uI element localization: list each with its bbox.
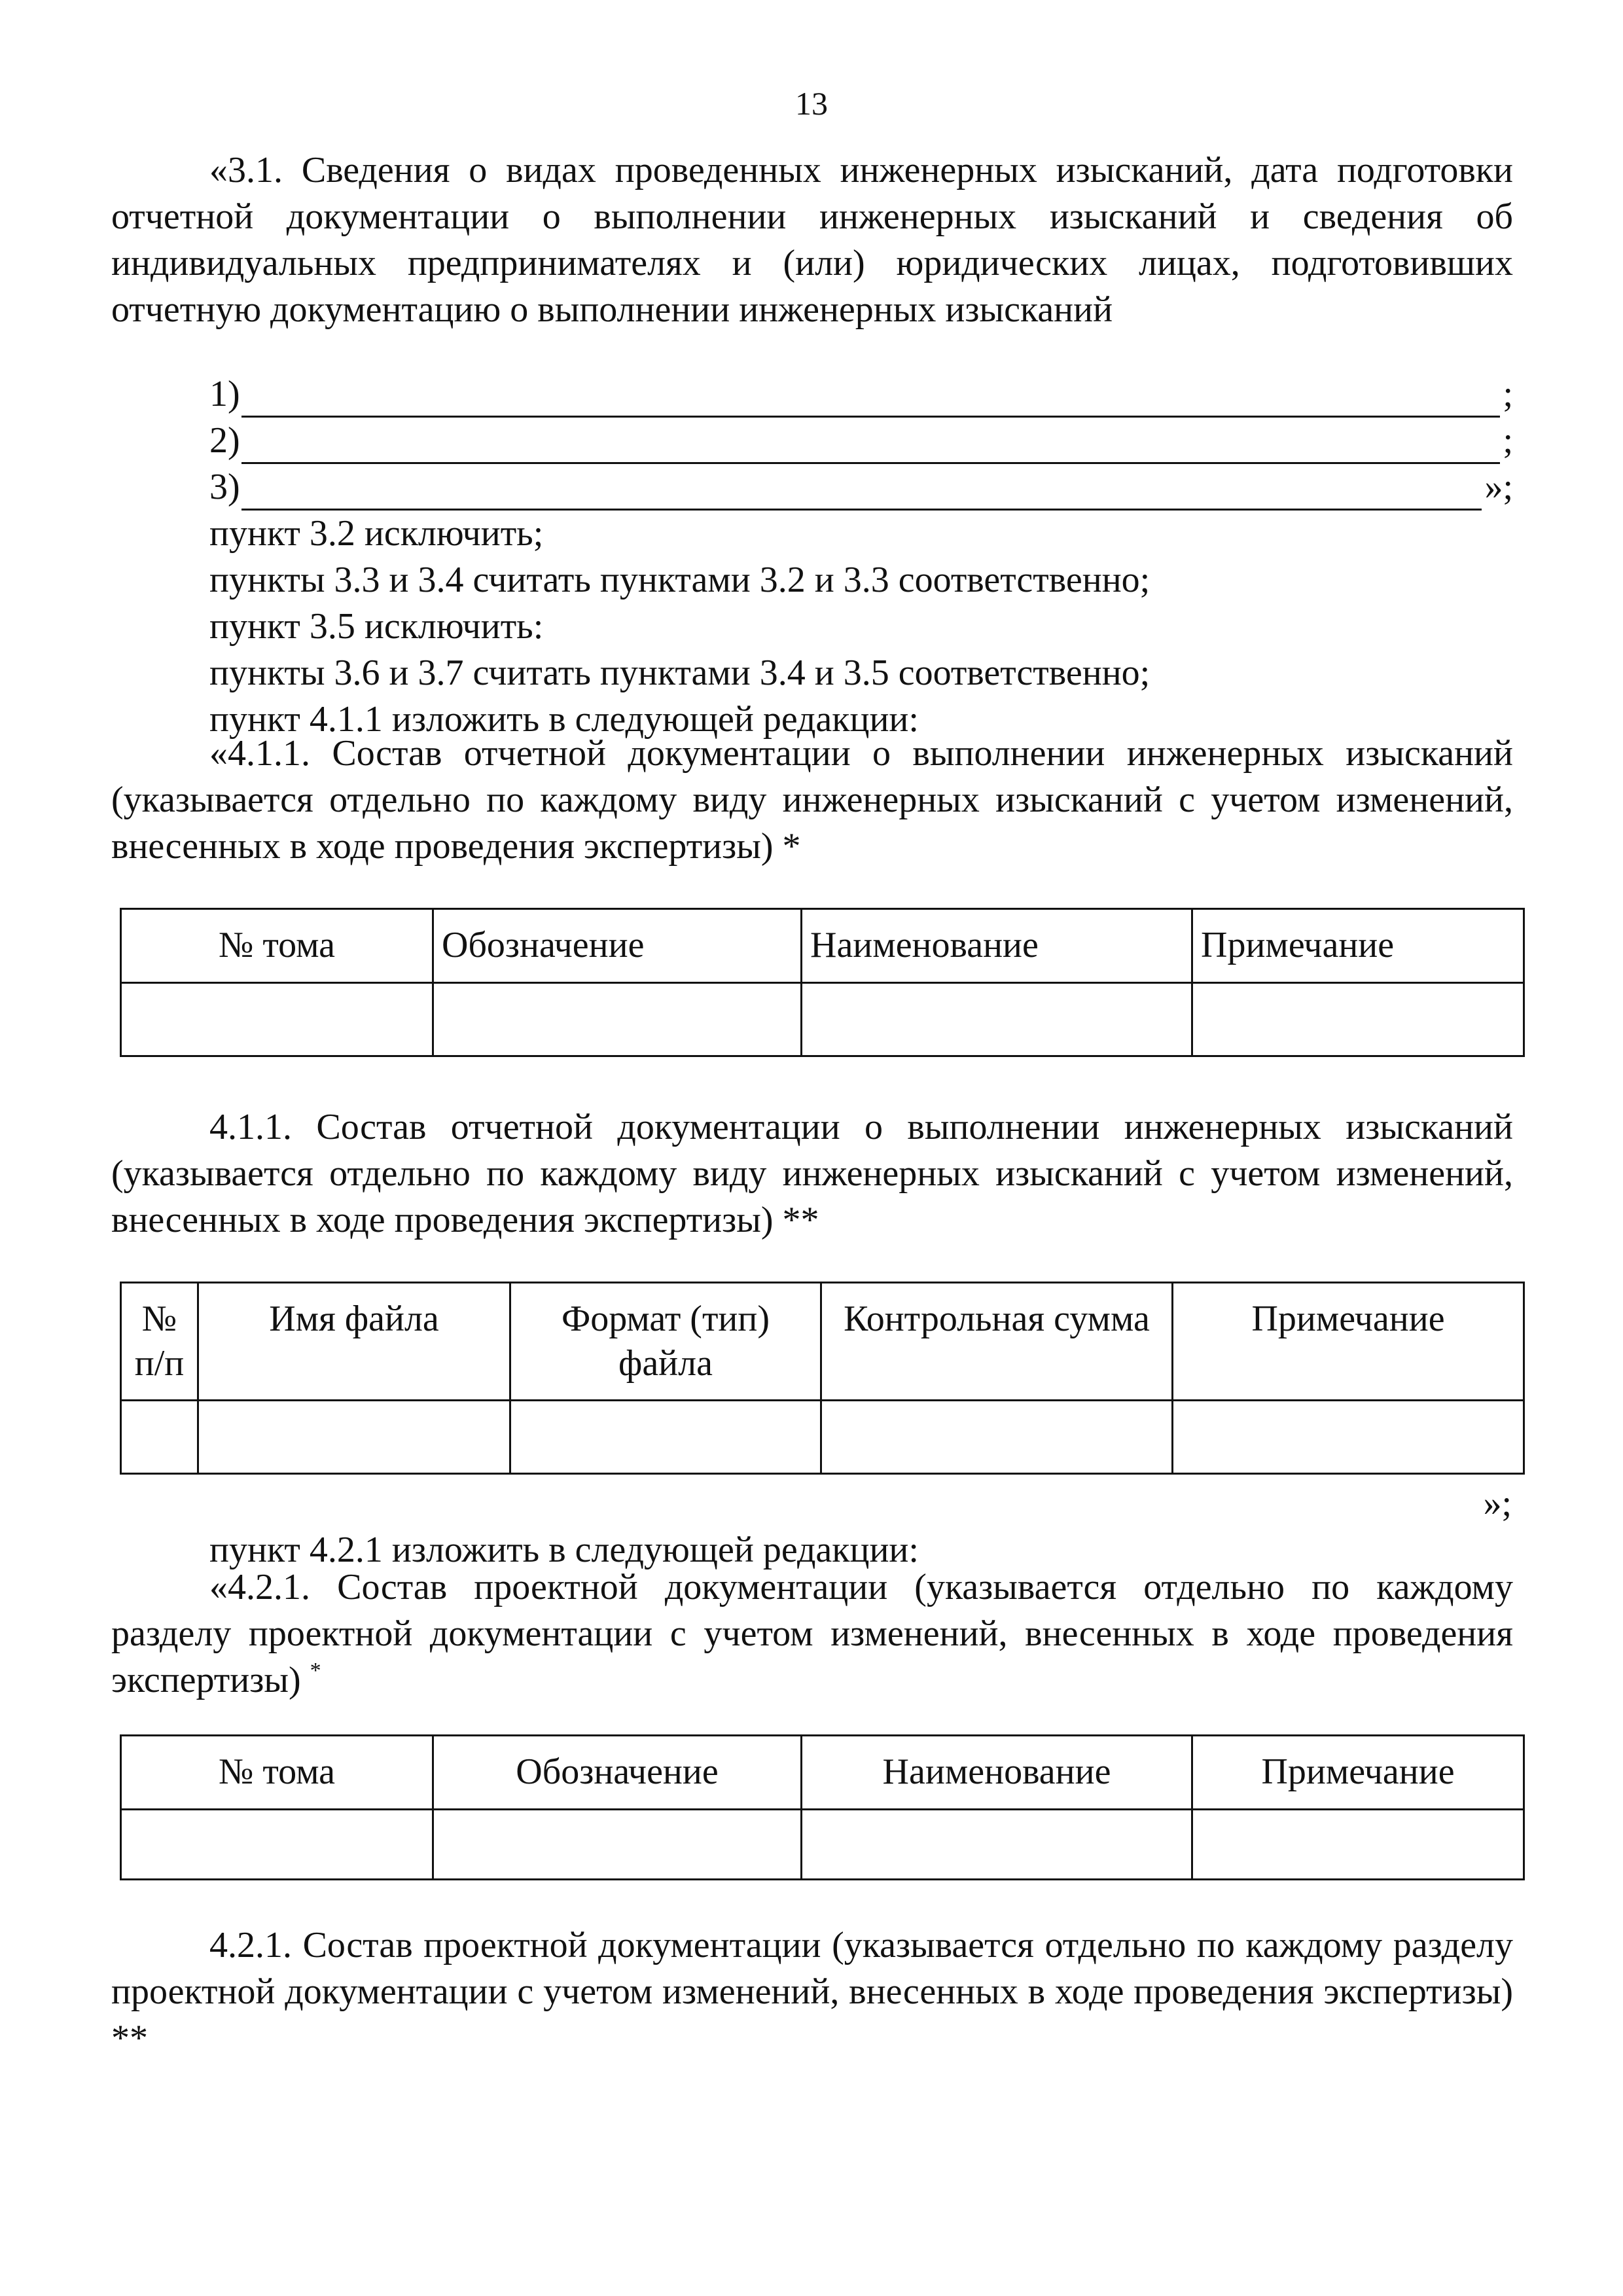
instruction-line: пункт 4.1.1 изложить в следующей редакции: xyxy=(209,699,919,740)
instruction-line: пункт 3.2 исключить; xyxy=(209,513,544,554)
table-header-cell: Наименование xyxy=(802,1736,1192,1810)
table-files xyxy=(120,1282,1525,1475)
table-header-cell: Примечание xyxy=(1173,1283,1524,1401)
section-3-1-paragraph: «3.1. Сведения о видах проведенных инженерных изысканий, дата подготовки отчетной документации о выполнении инженерных изысканий и сведения об индивидуальных предпринимателях и (или) юридических лицах, подготовивших отчетную документацию о выполнении инженерных изысканий xyxy=(111,150,1513,330)
table-cell[interactable] xyxy=(1173,1401,1524,1474)
table-header-cell: Обозначение xyxy=(433,1736,802,1810)
table-header-cell: Контрольная сумма xyxy=(821,1283,1173,1401)
blank-line-2[interactable]: 2) ; xyxy=(209,418,1513,464)
table-cell[interactable] xyxy=(802,983,1192,1056)
blank-rule xyxy=(241,428,1501,464)
closing-quote: »; xyxy=(1483,1483,1512,1524)
section-4-1-1-paragraph-b: 4.1.1. Состав отчетной документации о выполнении инженерных изысканий (указывается отдельно по каждому виду инженерных изысканий с учетом изменений, внесенных в ходе проведения экспертизы) ** xyxy=(111,1107,1513,1240)
table-cell[interactable] xyxy=(802,1810,1192,1880)
table-cell[interactable] xyxy=(1192,983,1524,1056)
table-cell[interactable] xyxy=(433,1810,802,1880)
table-cell[interactable] xyxy=(433,983,802,1056)
table-volumes-1 xyxy=(120,908,1525,1057)
table-header-cell: Формат (тип) файла xyxy=(510,1283,821,1401)
table-header-cell: Обозначение xyxy=(433,909,802,983)
page-number: 13 xyxy=(795,85,828,122)
blank-rule xyxy=(241,382,1501,418)
table-header-cell: № тома xyxy=(121,909,433,983)
table-header-cell: Примечание xyxy=(1192,909,1524,983)
table-cell[interactable] xyxy=(121,1401,198,1474)
table-header-cell: № тома xyxy=(121,1736,433,1810)
footnote-mark: * xyxy=(310,1659,321,1683)
table-cell[interactable] xyxy=(510,1401,821,1474)
table-cell[interactable] xyxy=(121,1810,433,1880)
section-4-1-1-paragraph-a: «4.1.1. Состав отчетной документации о выполнении инженерных изысканий (указывается отдельно по каждому виду инженерных изысканий с учетом изменений, внесенных в ходе проведения экспертизы) * xyxy=(111,733,1513,867)
instruction-line: пункт 4.2.1 изложить в следующей редакции: xyxy=(209,1530,919,1570)
table-cell[interactable] xyxy=(1192,1810,1524,1880)
table-header-cell: Наименование xyxy=(802,909,1192,983)
table-cell[interactable] xyxy=(821,1401,1173,1474)
table-header-cell: Имя файла xyxy=(198,1283,510,1401)
table-header-cell: № п/п xyxy=(121,1283,198,1401)
table-cell[interactable] xyxy=(121,983,433,1056)
instruction-line: пункты 3.6 и 3.7 считать пунктами 3.4 и 3.5 соответственно; xyxy=(209,653,1150,693)
instruction-line: пункт 3.5 исключить: xyxy=(209,606,544,647)
section-4-2-1-paragraph-a: «4.2.1. Состав проектной документации (указывается отдельно по каждому разделу проектной документации с учетом изменений, внесенных в ходе проведения экспертизы) * xyxy=(111,1567,1513,1700)
table-volumes-2 xyxy=(120,1734,1525,1880)
blank-line-3[interactable]: 3) »; xyxy=(209,464,1513,511)
table-header-cell: Примечание xyxy=(1192,1736,1524,1810)
instruction-line: пункты 3.3 и 3.4 считать пунктами 3.2 и 3.3 соответственно; xyxy=(209,560,1150,600)
section-4-2-1-paragraph-b: 4.2.1. Состав проектной документации (указывается отдельно по каждому разделу проектной документации с учетом изменений, внесенных в ходе проведения экспертизы) ** xyxy=(111,1925,1513,2058)
blank-rule xyxy=(241,475,1482,511)
blank-line-1[interactable]: 1) ; xyxy=(209,371,1513,418)
table-cell[interactable] xyxy=(198,1401,510,1474)
